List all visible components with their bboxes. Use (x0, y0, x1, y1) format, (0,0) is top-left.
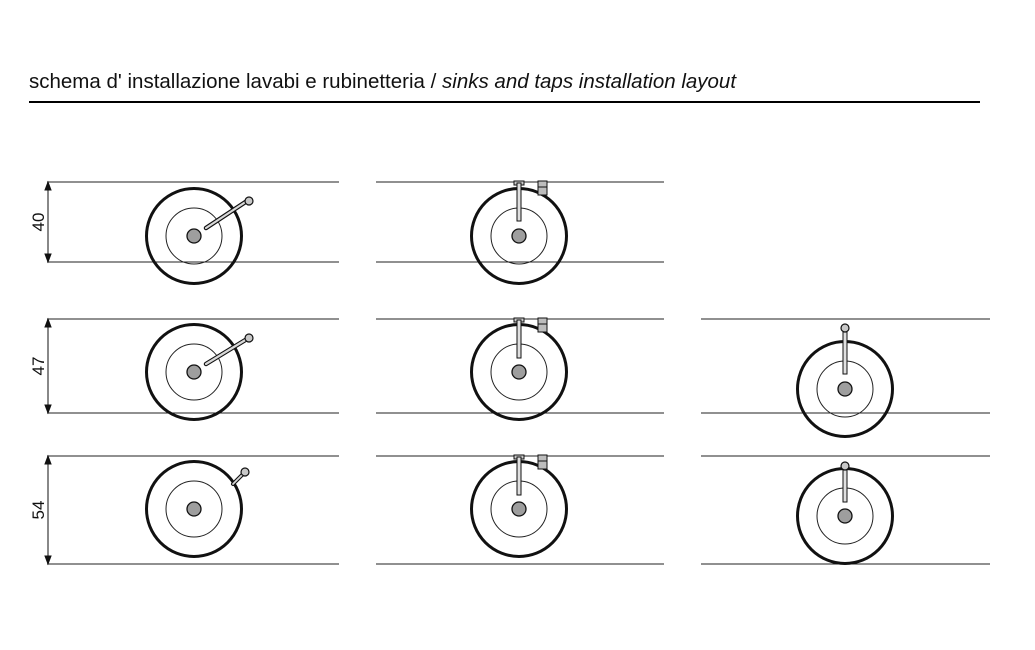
title-separator: / (424, 70, 443, 93)
wall-tap-icon (514, 455, 547, 495)
tap-icon (206, 197, 253, 228)
tap-icon (841, 462, 849, 502)
dimension-label-47: 47 (29, 356, 48, 376)
sink-47-centered-tap (798, 324, 893, 437)
wall-tap-icon (514, 181, 547, 221)
title-english: sinks and taps installation layout (442, 70, 737, 93)
sink-40-wall-tap (472, 181, 567, 284)
dimension-label-54: 54 (29, 500, 48, 520)
tap-icon (233, 468, 249, 484)
wall-tap-icon (514, 318, 547, 358)
sink-40-deck-tap (147, 189, 254, 284)
sink-54-wall-tap (472, 455, 567, 557)
tap-icon (841, 324, 849, 374)
title-italian: schema d' installazione lavabi e rubinetteria (29, 70, 425, 93)
sink-47-wall-tap (472, 318, 567, 420)
dimension-label-40: 40 (29, 212, 48, 232)
sink-54-centered-tap (798, 462, 893, 564)
sink-54-deck-tap (147, 462, 250, 557)
sink-47-deck-tap (147, 325, 254, 420)
